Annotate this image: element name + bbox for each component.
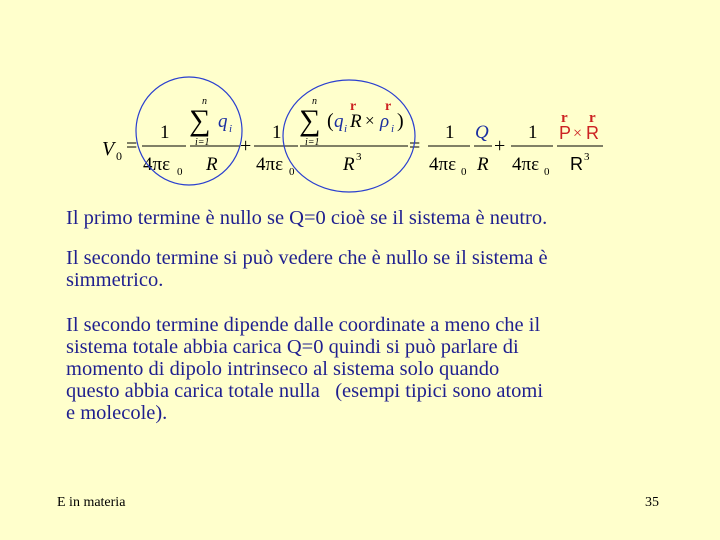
vec-mark-p: r — [561, 110, 568, 126]
sum1-top: n — [202, 96, 207, 107]
lhs-v: V — [102, 138, 115, 160]
frac8-num-cross: × — [573, 125, 583, 142]
vec-mark-r3: r — [589, 110, 596, 126]
equals-2: = — [409, 135, 421, 157]
p3-line-3: momento di dipolo intrinseco al sistema solo quando — [66, 358, 500, 380]
sum2-close-paren: ) — [397, 110, 404, 132]
sum2-sigma: ∑ — [299, 104, 321, 137]
frac3-den-sub: 0 — [289, 166, 295, 178]
frac7-den-sub: 0 — [544, 166, 550, 178]
frac8-den-exp: 3 — [584, 151, 590, 163]
paragraph-first-term-text: Il primo termine è nullo se Q=0 cioè se il sistema è neutro. — [66, 207, 548, 229]
sum2-R: R — [350, 111, 362, 132]
frac8-num-p: P — [559, 123, 572, 143]
p3-line-2: sistema totale abbia carica Q=0 quindi si può parlare di — [66, 336, 519, 358]
frac7-num: 1 — [528, 122, 538, 143]
frac1-den: 4πε — [143, 154, 171, 175]
paragraph-second-term-symmetry — [66, 247, 656, 291]
sum1-q-sub: i — [229, 123, 233, 135]
vec-mark-r1: r — [350, 99, 357, 114]
frac8-num-r: R — [586, 123, 599, 143]
p2-line-2: simmetrico. — [66, 269, 164, 291]
p2-line-1: Il secondo termine si può vedere che è nullo se il sistema è — [66, 247, 548, 269]
p3-line-1: Il secondo termine dipende dalle coordinate a meno che il — [66, 314, 541, 336]
equals-1: = — [126, 135, 138, 157]
lhs-sub: 0 — [116, 149, 122, 163]
plus-2: + — [494, 135, 506, 157]
plus-1: + — [240, 135, 252, 157]
frac8-den: R — [570, 154, 583, 174]
frac6-den: R — [477, 154, 489, 175]
frac6-num: Q — [475, 122, 489, 143]
sum2-q: q — [334, 111, 344, 132]
vec-mark-r2: r — [385, 99, 392, 114]
p3-line-4: questo abbia carica totale nulla (esempi tipici sono atomi — [66, 380, 544, 402]
sum1-sigma: ∑ — [189, 104, 211, 137]
sum2-rho: ρ — [380, 111, 390, 132]
page-number: 35 — [645, 495, 659, 510]
frac5-num: 1 — [445, 122, 455, 143]
sum2-rho-sub: i — [391, 123, 395, 135]
sum2-top: n — [312, 96, 317, 107]
sum2-open-paren: ( — [327, 110, 334, 132]
potential-formula — [0, 0, 720, 200]
p3-line-5: e molecole). — [66, 402, 168, 424]
frac5-den: 4πε — [429, 154, 457, 175]
frac1-den-sub: 0 — [177, 166, 183, 178]
frac3-den: 4πε — [256, 154, 284, 175]
footer-title: E in materia — [57, 495, 126, 510]
frac4-den: R — [343, 154, 355, 175]
frac7-den: 4πε — [512, 154, 540, 175]
sum2-q-sub: i — [344, 123, 348, 135]
frac1-num: 1 — [160, 122, 170, 143]
sum1-bottom: i=1 — [195, 137, 210, 148]
sum1-q: q — [218, 111, 228, 132]
frac5-den-sub: 0 — [461, 166, 467, 178]
frac3-num: 1 — [272, 122, 282, 143]
paragraph-dipole-moment — [66, 314, 656, 424]
sum2-cross: × — [365, 111, 375, 130]
sum2-bottom: i=1 — [305, 137, 320, 148]
paragraph-first-term — [66, 207, 656, 229]
frac2-den: R — [206, 154, 218, 175]
frac4-den-exp: 3 — [356, 151, 362, 163]
